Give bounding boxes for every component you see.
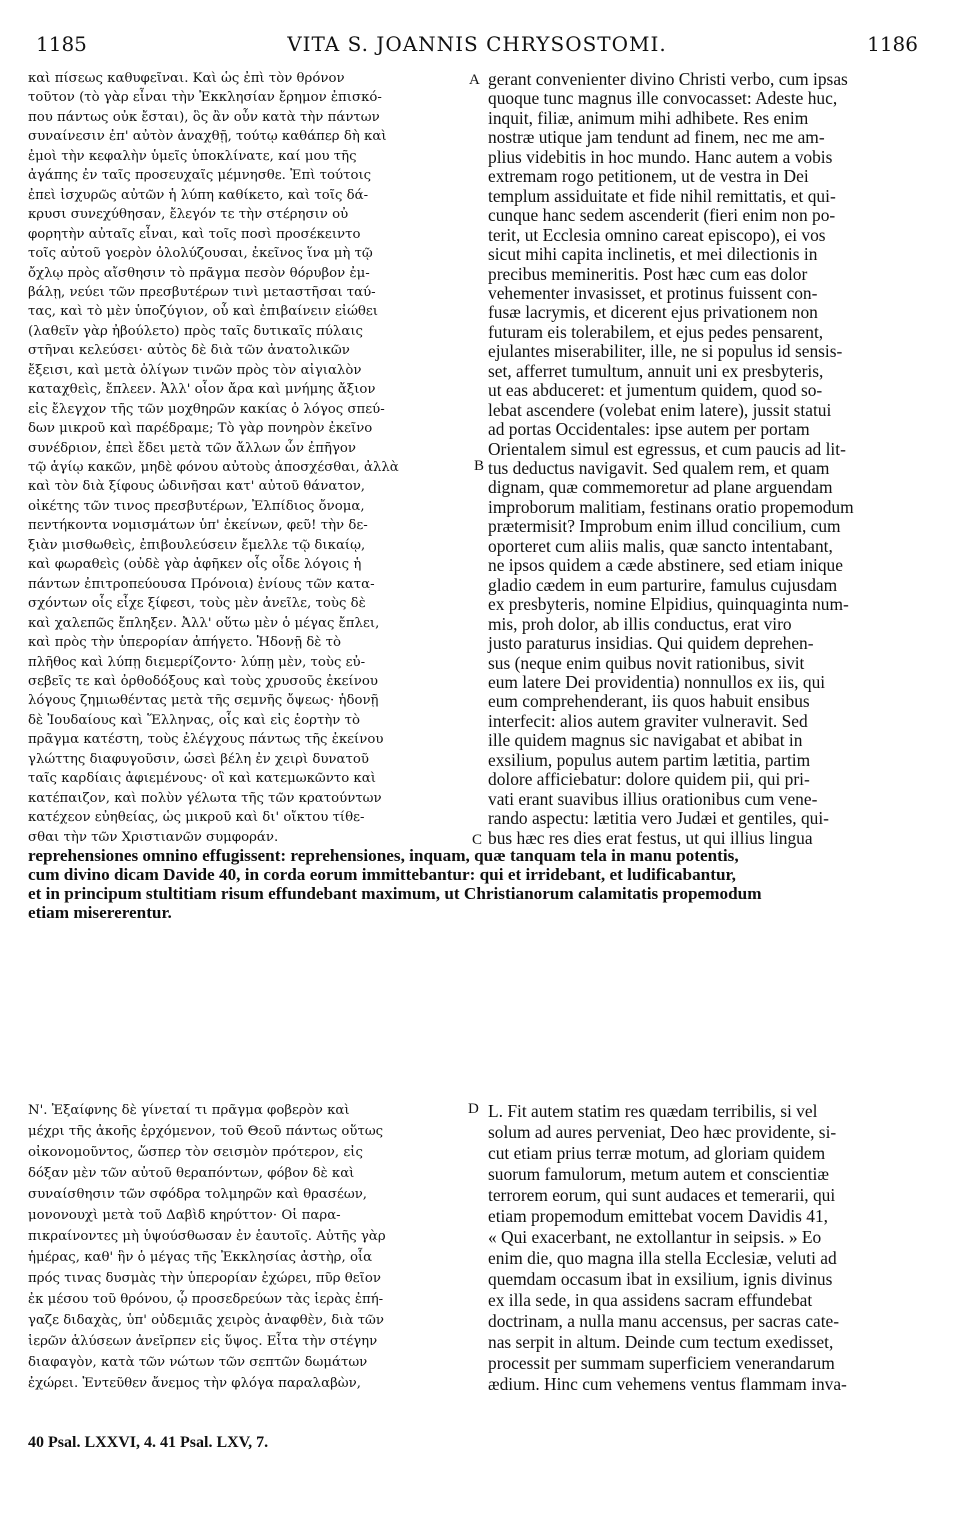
text-line: καὶ τὸν διὰ ξίφους ὠδινῆσαι κατ' αὐτοῦ θάνατον,: [28, 479, 366, 495]
text-line: ἀγάπης ἐν ταῖς προσευχαῖς μέμνησθε. Ἐπὶ τούτοις: [28, 168, 372, 184]
text-line: improborum malitiam, festinans oratio propemodum: [488, 496, 854, 517]
text-line: mis, proh dolor, ab illis conductus, erat viro: [488, 613, 792, 634]
text-line: eum latere Dei providentia) nonnullos ex iis, qui: [488, 671, 826, 692]
text-line: futuram eis tolerabilem, et ejus pedes pensarent,: [488, 321, 824, 342]
page-number-right: 1186: [867, 32, 918, 56]
text-line: sus (neque enim quibus novit rationibus, sivit: [488, 652, 805, 673]
margin-letter-d: D: [468, 1101, 479, 1117]
text-line: nostræ utique jam tendunt ad finem, nec me am-: [488, 127, 825, 148]
text-line: φορητὴν αὐταῖς εἶναι, καὶ τοῖς ποσὶ προσέκειντο: [28, 226, 361, 242]
text-line: et in principum stultitiam risum effundebant maximum, ut Christianorum calamitatis propemodum: [28, 884, 762, 903]
text-line: gerant convenienter divino Christi verbo, cum ipsas: [488, 69, 848, 89]
text-line: plius videbitis in hoc mundo. Hanc autem a vobis: [488, 146, 833, 167]
text-line: Ν'. Ἐξαίφνης δὲ γίνεταί τι πρᾶγμα φοβερὸν καὶ: [28, 1103, 350, 1118]
text-line: extremam rogo petitionem, ut de vestra in Dei: [488, 166, 809, 187]
running-header: [36, 32, 918, 66]
text-line: nas serpit in altum. Deinde cum tectum exedisset,: [488, 1332, 834, 1352]
text-line: πρᾶγμα κατέστη, τοὺς ἐλέγχους πάντως τῆς ἐκείνου: [28, 732, 384, 748]
text-line: vati erant suavibus illius orationibus cum vene-: [488, 788, 818, 809]
text-line: ἐκ μέσου τοῦ θρόνου, ᾧ προσεδρεύων τὰς ἱερὰς ἐπή-: [28, 1292, 384, 1307]
text-line: exsilium, populus autem partim lætitia, partim: [488, 749, 811, 770]
text-line: ἐπεὶ ἰσχυρῶς αὐτῶν ἡ λύπη καθίκετο, καὶ τοῖς δά-: [28, 187, 369, 203]
text-line: ut eas abduceret: et jumentum quidem, quod so-: [488, 380, 823, 401]
text-line: inquit, filiæ, animum mihi adhibete. Res enim: [488, 107, 809, 128]
text-line: lebat ascendere (volebat enim latere), jussit statui: [488, 399, 832, 420]
text-line: οἰκέτης τῶν τινος πρεσβυτέρων, Ἐλπίδιος ὄνομα,: [28, 498, 365, 514]
margin-letter-a: A: [469, 72, 480, 88]
text-line: κατέπαιζον, καὶ πολὺν γέλωτα τῆς τῶν κρατούντων: [28, 790, 382, 806]
margin-letter-c: C: [472, 832, 483, 848]
text-line: πεντήκοντα νομισμάτων ὑπ' ἐκείνων, φεῦ! τὴν δε-: [28, 518, 368, 534]
text-line: ἱερῶν ἁλύσεων ἀνεῖρπεν εἰς ὕψος. Εἶτα τὴν στέγην: [28, 1334, 378, 1349]
text-line: gladio cædem in eum parturire, famulus cujusdam: [488, 574, 838, 595]
text-line: που πάντως οὐκ ἔσται), ὃς ἂν οὖν κατὰ τὴν πάντων: [28, 109, 380, 125]
text-line: cunque hanc sedem ascenderit (fieri enim non po-: [488, 205, 836, 226]
text-line: κρυσι συνεχύθησαν, ἔλεγόν τε τὴν στέρησιν οὐ: [28, 207, 349, 223]
text-line: dignam, quæ commemoretur ad plane arguendam: [488, 477, 833, 498]
text-line: πλῆθος καὶ λύπῃ διεμερίζοντο· λύπῃ μὲν, τοὺς εὐ-: [28, 654, 366, 670]
text-line: doctrinam, a nulla manu accensus, per sacras cate-: [488, 1311, 840, 1331]
text-line: ex illa sede, in qua assidens sacram effundebat: [488, 1290, 813, 1310]
text-line: suorum famulorum, metum autem et conscientiæ: [488, 1164, 829, 1184]
text-line: Orientalem simul est egressus, et cum paucis ad lit-: [488, 438, 846, 459]
page-number-left: 1185: [36, 32, 87, 56]
text-line: L. Fit autem statim res quædam terribilis, si vel: [488, 1101, 818, 1121]
margin-letter-b: B: [474, 458, 485, 474]
running-title: VITA S. JOANNIS CHRYSOSTOMI.: [287, 32, 667, 56]
text-line: γαζε διδαχὰς, ὑπ' οὐδεμιᾶς χειρὸς ἀναφθὲν, διὰ τῶν: [28, 1313, 384, 1328]
text-line: κατέχεον εὐηθείας, ὡς μικροῦ καὶ δι' οἴκτου τίθε-: [28, 810, 365, 826]
text-line: δόξαν μὲν τῶν αὐτοῦ θεραπόντων, φόβον δὲ καὶ: [28, 1166, 355, 1181]
text-line: fusæ lacrymis, et dicerent ejus privationem non: [488, 302, 818, 323]
text-line: ne ipsos quidem a cæde abstinere, sed etiam inique: [488, 555, 843, 576]
text-line: enim die, quo magna illa stella Ecclesiæ, veluti ad: [488, 1248, 837, 1268]
text-line: ξιὰν μισθωθεὶς, ἐπιβουλεύσειν ἔμελλε τῷ δικαίῳ,: [28, 537, 366, 553]
text-line: δων μικροῦ καὶ παρέδραμε; Τὸ γὰρ πονηρὸν ἐκεῖνο: [28, 421, 373, 437]
text-line: πάντων ἐπιτροπεύουσα Πρόνοια) ἐνίους τῶν κατα-: [28, 576, 375, 592]
text-line: precibus memineritis. Post hæc cum eas dolor: [488, 263, 808, 284]
text-line: ἐμοὶ τὴν κεφαλὴν ὑμεῖς ὑποκλίνατε, καί μου τῆς: [28, 148, 357, 164]
text-line: σεβεῖς τε καὶ ὀρθοδόξους καὶ τοὺς χρυσοῦς ἐκείνου: [28, 673, 378, 689]
text-line: πικραίνοντες μὴ ὑψούσθωσαν ἐν ἑαυτοῖς. Αὐτῆς γὰρ: [28, 1229, 386, 1244]
text-line: σθαι τὴν τῶν Χριστιανῶν συμφοράν.: [28, 829, 279, 845]
text-line: tus deductus navigavit. Sed qualem rem, et quam: [488, 458, 830, 478]
footnotes: 40 Psal. LXXVI, 4. 41 Psal. LXV, 7.: [28, 1434, 269, 1451]
text-line: ex presbyteris, nomine Elpidius, quinquaginta num-: [488, 594, 849, 615]
text-line: terrorem eorum, qui sunt audaces et temerarii, qui: [488, 1185, 836, 1205]
text-line: σχόντων οἷς εἶχε ξίφεσι, τοὺς μὲν ἀνεῖλε, τοὺς δὲ: [28, 596, 366, 612]
text-line: τας, καὶ τὸ μὲν ὑποζύγιον, οὗ καὶ ἐπιβαίνειν εἰώθει: [28, 304, 379, 320]
text-line: στῆναι κελεύσει· αὐτὸς δὲ διὰ τῶν ἀνατολικῶν: [28, 343, 350, 359]
text-line: εἰς ἔλεγχον τῆς τῶν μοχθηρῶν κακίας ὁ λόγος σπεύ-: [28, 401, 385, 417]
text-line: ad portas Occidentales: ipse autem per portam: [488, 419, 810, 440]
text-line: interfecit: alios autem graviter vulneravit. Sed: [488, 710, 808, 731]
text-line: πρός τινας δυσμὰς τὴν ὑπερορίαν ἐχώρει, πῦρ θεῖον: [28, 1271, 381, 1286]
text-line: καὶ πρὸς τὴν ὑπερορίαν ἀπήγετο. Ἡδονῇ δὲ τὸ: [28, 635, 341, 651]
text-line: ἔξεισι, καὶ μετὰ ὀλίγων τινῶν πρὸς τὸν αἰγιαλὸν: [28, 362, 362, 378]
text-line: συναίσθησιν τῶν σφόδρα τολμηρῶν καὶ θρασέων,: [28, 1187, 368, 1202]
text-line: rando aspectu: lætitia vero Judæi et gentiles, qui-: [488, 808, 829, 829]
text-line: dolore afficiebatur: dolore quidem pii, qui pri-: [488, 769, 810, 790]
text-line: prætermisit? Improbum enim illud concilium, cum: [488, 516, 841, 537]
text-line: cut etiam prius terræ motum, ad gloriam quidem: [488, 1143, 826, 1163]
text-line: etiam propemodum emittebat vocem Davidis 41,: [488, 1206, 829, 1226]
text-line: bus hæc res dies erat festus, ut qui illius lingua: [488, 827, 813, 848]
text-line: eum comprehenderant, iis quos habuit ensibus: [488, 691, 810, 712]
text-line: καταχθεὶς, ἔπλεεν. Ἀλλ' οἷον ἄρα καὶ μνήμης ἄξιον: [28, 382, 376, 398]
text-line: καὶ πίσεως καθυφεῖναι. Καὶ ὡς ἐπὶ τὸν θρόνον: [28, 71, 345, 86]
text-line: συναίνεσιν ἐπ' αὐτὸν ἀναχθῇ, τούτῳ καθάπερ δὴ καὶ: [28, 129, 387, 145]
text-line: set, afferret tumultum, annuit uni ex presbyteris,: [488, 360, 824, 381]
text-line: justo paraturus insidias. Qui quidem deprehen-: [488, 633, 814, 654]
text-line: λόγους ζημιωθέντας μετὰ τῆς σεμνῆς ὄψεως· ἡδονῇ: [28, 693, 379, 709]
text-line: sicut mihi capita inclinetis, et mei dilectionis in: [488, 244, 818, 265]
text-line: terit, ut Ecclesia omnino careat episcopo), ei vos: [488, 224, 826, 245]
text-line: etiam misererentur.: [28, 903, 172, 922]
text-line: δὲ Ἰουδαίους καὶ Ἕλληνας, οἷς καὶ εἰς ἑορτὴν τὸ: [28, 712, 360, 728]
text-line: ejulantes miserabiliter, ille, ne si populus id sensis-: [488, 341, 843, 362]
text-line: συνέδριον, ἐπεὶ ἔδει μετὰ τῶν ἄλλων ὧν ἐπῆγον: [28, 440, 357, 456]
text-line: γλώττης διαφυγοῦσιν, ὡσεὶ βέλη ἐν χειρὶ δυνατοῦ: [28, 751, 369, 767]
text-line: « Qui exacerbant, ne extollantur in seipsis. » Eo: [488, 1227, 822, 1247]
text-line: οἰκονομοῦντος, ὥσπερ τὸν σεισμὸν πρότερον, εἰς: [28, 1145, 363, 1160]
text-line: καὶ φωραθεὶς (οὐδὲ γὰρ ἀφῆκεν οἷς οἶδε λόγοις ἡ: [28, 557, 362, 573]
text-line: ὄχλῳ πρὸς αἴσθησιν τὸ πρᾶγμα πεσὸν θόρυβον ἐμ-: [28, 265, 370, 281]
text-line: quoque tunc magnus ille convocasset: Adeste huc,: [488, 88, 838, 109]
text-line: ἐχώρει. Ἐντεῦθεν ἄνεμος τὴν φλόγα παραλαβὼν,: [28, 1376, 361, 1391]
text-line: vehementer invasisset, et protinus fuissent con-: [488, 282, 818, 303]
text-line: cum divino dicam Davide 40, in corda eorum immittebantur: qui et irridebant, et ludificabantur,: [28, 865, 736, 884]
text-line: διαφαγὸν, κατὰ τῶν νώτων τῶν σεπτῶν δωμάτων: [28, 1355, 368, 1370]
text-line: ædium. Hinc cum vehemens ventus flammam inva-: [488, 1374, 847, 1394]
text-line: ταῖς καρδίαις ἀφιεμένους· οἳ καὶ κατεμωκῶντο καὶ: [28, 771, 376, 787]
text-line: τῷ ἁγίῳ κακῶν, μηδὲ φόνου αὐτοὺς ἀποσχέσθαι, ἀλλὰ: [28, 460, 399, 475]
text-line: μέχρι τῆς ἀκοῆς ἐρχόμενον, τοῦ Θεοῦ πάντως οὕτως: [28, 1124, 384, 1139]
text-line: ille quidem magnus sic navigabat et abibat in: [488, 730, 803, 751]
text-line: καὶ χαλεπῶς ἔπληξεν. Ἀλλ' οὕτω μὲν ὁ μέγας ἔπλει,: [28, 615, 380, 631]
text-line: βάλῃ, νεύει τῶν πρεσβυτέρων τινὶ μεταστῆσαι ταύ-: [28, 284, 376, 300]
text-line: τοῖς αὐτοῦ γοερὸν ὀλολύζουσαι, ἐκεῖνος ἵνα μὴ τῷ: [28, 246, 373, 262]
text-line: μονονουχὶ μετὰ τοῦ Δαβὶδ κηρύττον· Οἱ παρα-: [28, 1208, 341, 1223]
text-line: quemdam occasum ibat in exsilium, ignis divinus: [488, 1269, 833, 1289]
text-line: processit per summam superficiem venerandarum: [488, 1353, 835, 1373]
text-line: τοῦτον (τὸ γὰρ εἶναι τὴν Ἐκκλησίαν ἔρημον ἐπισκό-: [28, 90, 382, 106]
text-line: (λαθεῖν γὰρ ἠβούλετο) πρὸς ταῖς δυτικαῖς πύλαις: [28, 323, 363, 339]
text-line: oporteret cum aliis malis, quæ sancto intentabant,: [488, 535, 833, 556]
text-line: solum ad aures perveniat, Deo hæc providente, si-: [488, 1122, 837, 1142]
text-line: ἡμέρας, καθ' ἣν ὁ μέγας τῆς Ἐκκλησίας ἀστὴρ, οἷα: [28, 1250, 373, 1265]
text-line: reprehensiones omnino effugissent: reprehensiones, inquam, quæ tanquam tela in manu potentis,: [28, 846, 739, 865]
text-line: templum assiduitate et fide nihil remittatis, et qui-: [488, 185, 836, 206]
